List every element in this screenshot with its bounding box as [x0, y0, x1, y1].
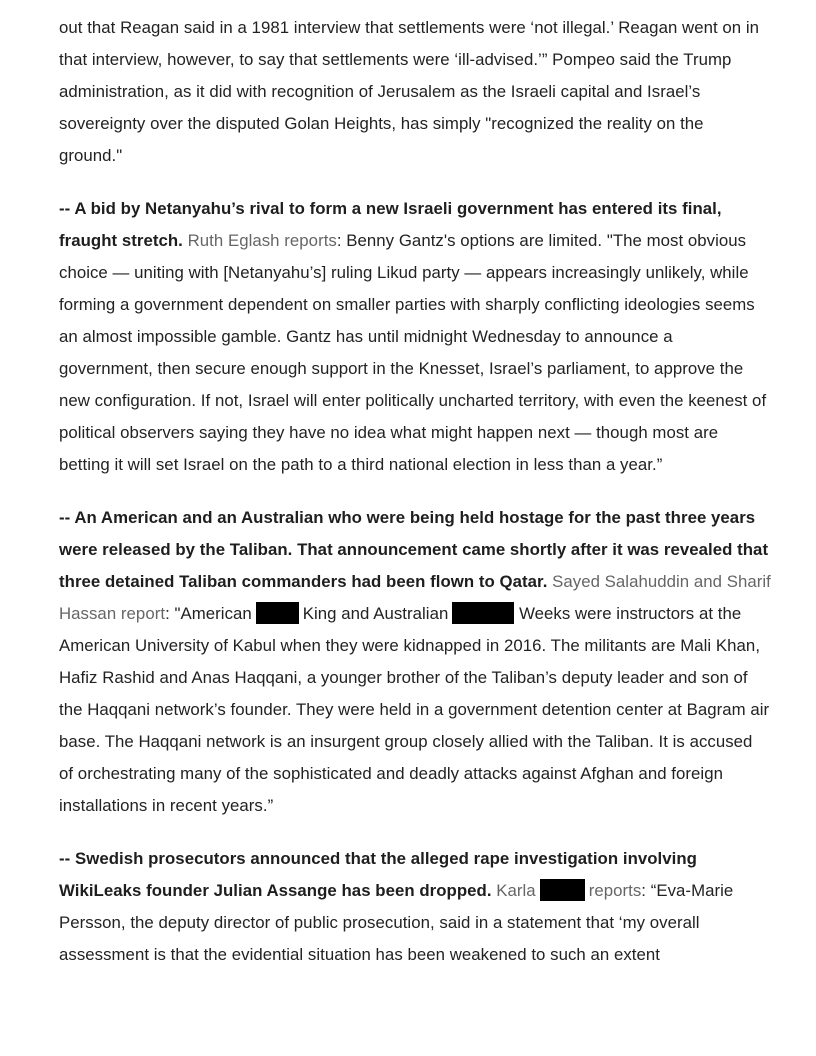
document-page [59, 12, 771, 992]
paragraph-reagan-settlements [59, 12, 771, 172]
author-link[interactable]: Ruth Eglash reports [187, 231, 337, 250]
redaction-box [540, 879, 585, 901]
headline-bold: -- An American and an Australian who were being held hostage for the past three years were released by the Taliban. That announcement came shortly after it was revealed that three detained Taliban commanders had been flown to Qatar. [59, 508, 769, 591]
paragraph-text: out that Reagan said in a 1981 interview that settlements were ‘not illegal.’ Reagan went on in that interview, however, to say that settlements were ‘ill-advised.’” Pompeo said the Trump administration, as it did with recognition of Jerusalem as the Israeli capital and Israel’s sovereignty over the disputed Golan Heights, has simply "recognized the reality on the ground." [59, 18, 760, 165]
redaction-box [256, 602, 299, 624]
paragraph-israel-government [59, 193, 771, 481]
author-link[interactable] [496, 881, 641, 900]
redaction-box [452, 602, 514, 624]
headline-bold: -- A bid by Netanyahu’s rival to form a new Israeli government has entered its final, fraught stretch. [59, 199, 722, 250]
author-link-part: reports [588, 881, 642, 900]
paragraph-assange [59, 843, 771, 971]
author-link-part: Karla [496, 881, 536, 900]
paragraph-text: : Benny Gantz's options are limited. "The most obvious choice — uniting with [Netanyahu’s] ruling Likud party — appears increasingly unlikely, while forming a government dependent on smaller parties with sharply conflicting ideologies seems an almost impossible gamble. Gantz has until midnight Wednesday to announce a government, then secure enough support in the Knesset, Israel’s parliament, to approve the new configuration. If not, Israel will enter politically uncharted territory, with even the keenest of political observers saying they have no idea what might happen next — though most are betting it will set Israel on the path to a third national election in less than a year.” [59, 231, 767, 474]
headline-bold: -- Swedish prosecutors announced that the alleged rape investigation involving WikiLeaks founder Julian Assange has been dropped. [59, 849, 697, 900]
paragraph-text-a: : "American [165, 604, 252, 623]
paragraph-text-c: Weeks were instructors at the American University of Kabul when they were kidnapped in 2016. The militants are Mali Khan, Hafiz Rashid and Anas Haqqani, a younger brother of the Taliban’s deputy leader and son of the Haqqani network’s founder. They were held in a government detention center at Bagram air base. The Haqqani network is an insurgent group closely allied with the Taliban. It is accused of orchestrating many of the sophisticated and deadly attacks against Afghan and foreign installations in recent years.” [59, 604, 770, 815]
paragraph-text-b: King and Australian [302, 604, 449, 623]
paragraph-text: : “Eva-Marie Persson, the deputy director of public prosecution, said in a statement that ‘my overall assessment is that the evidential situation has been weakened to such an extent [59, 881, 734, 964]
author-link[interactable]: Sayed Salahuddin and Sharif Hassan report [59, 572, 771, 623]
paragraph-taliban-hostages [59, 502, 771, 822]
